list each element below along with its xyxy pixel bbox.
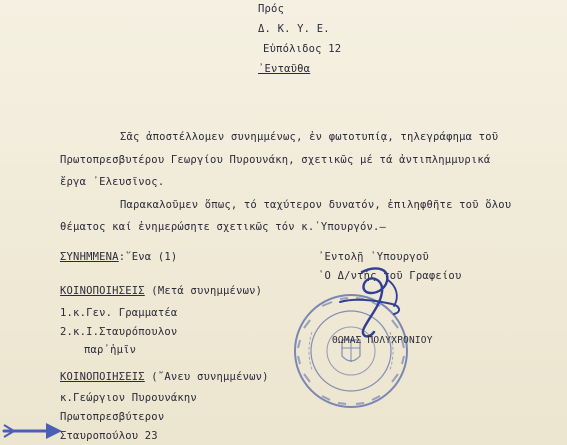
notifications-1-heading: [60, 285, 262, 297]
body-line-1: Σᾶς ἀποστέλλομεν συνημμένως, ἐν φωτοτυπίᾳ, τηλεγράφημα τοῦ: [120, 131, 499, 143]
notifications-2-label: ΚΟΙΝΟΠΟΙΗΣΕΙΣ: [60, 371, 145, 383]
attachments-value: :῞Ενα (1): [118, 251, 178, 263]
notifications-1-label: ΚΟΙΝΟΠΟΙΗΣΕΙΣ: [60, 285, 145, 297]
attachments-line: [60, 251, 177, 263]
notifications-2-heading: [60, 371, 269, 383]
notifications-1-item-2: 2.κ.Ι.Σταυρόπουλον: [60, 326, 178, 338]
signature-line-1: ᾿Εντολῇ ῾Υπουργοῦ: [318, 251, 429, 263]
recipient-street: Εὐπόλιδος 12: [263, 43, 342, 55]
recipient-org: Δ. Κ. Υ. Ε.: [258, 23, 330, 35]
handwritten-signature: [330, 262, 410, 344]
notifications-2-note: (῎Ανευ συνημμένων): [144, 371, 269, 383]
notifications-2-item-3: Σταυροπούλου 23: [60, 430, 158, 442]
notifications-1-item-1: 1.κ.Γεν. Γραμματέα: [60, 307, 178, 319]
recipient-city: ᾿Ενταῦθα: [258, 63, 311, 75]
attachments-label: ΣΥΝΗΜΜΕΝΑ: [60, 251, 119, 263]
notifications-2-item-2: Πρωτοπρεσβύτερον: [60, 411, 165, 423]
body-line-5: θέματος καί ἐνημερώσητε σχετικῶς τόν κ.᾿Υπουργόν.–: [60, 221, 387, 233]
body-line-4: Παρακαλοῦμεν ὅπως, τό ταχύτερον δυνατόν, ἐπιληφθῆτε τοῦ ὅλου: [120, 199, 512, 211]
arrow-pointer-icon: [2, 420, 64, 442]
body-line-2: Πρωτοπρεσβυτέρου Γεωργίου Πυρουνάκη, σχετικῶς μέ τά ἀντιπλημμυρικά: [60, 154, 491, 166]
notifications-2-item-1: κ.Γεώργιον Πυρουνάκην: [60, 392, 197, 404]
recipient-pros: Πρός: [258, 3, 285, 15]
notifications-1-note: (Μετά συνημμένων): [144, 285, 263, 297]
signatory-name: ΘΩΜΑΣ ΠΟΛΥΧΡΟΝΙΟΥ: [332, 335, 433, 346]
body-line-3: ἔργα ᾿Ελευσῖνος.: [60, 176, 165, 188]
signature-line-2: ῾Ο Δ/ντής τοῦ Γραφείου: [318, 270, 462, 282]
notifications-1-item-3: παρ᾿ἡμῖν: [84, 344, 137, 356]
